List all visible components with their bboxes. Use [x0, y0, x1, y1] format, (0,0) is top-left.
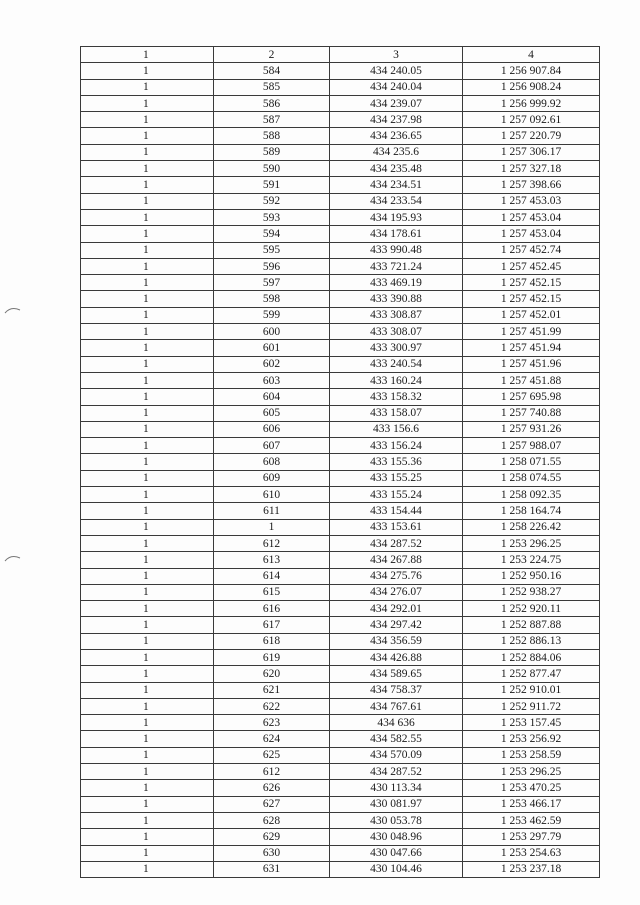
table-row: [81, 796, 600, 812]
table-cell: 434 287.52: [330, 535, 463, 551]
table-cell: 1 257 452.74: [463, 242, 600, 258]
table-cell: 433 156.24: [330, 438, 463, 454]
table-cell: 1: [81, 258, 214, 274]
table-cell: 434 234.51: [330, 177, 463, 193]
table-row: [81, 698, 600, 714]
table-row: [81, 356, 600, 372]
table-cell: 1 257 452.01: [463, 307, 600, 323]
table-cell: 1: [81, 780, 214, 796]
table-cell: 434 195.93: [330, 209, 463, 225]
table-cell: 433 160.24: [330, 372, 463, 388]
table-cell: 1: [81, 128, 214, 144]
table-cell: 433 390.88: [330, 291, 463, 307]
table-cell: 1: [81, 812, 214, 828]
table-row: [81, 79, 600, 95]
table-cell: 1 257 453.04: [463, 209, 600, 225]
table-row: [81, 454, 600, 470]
table-cell: 1 257 453.03: [463, 193, 600, 209]
table-cell: 589: [214, 144, 330, 160]
table-cell: 631: [214, 861, 330, 877]
table-cell: 590: [214, 161, 330, 177]
table-row: [81, 568, 600, 584]
table-cell: 1: [81, 617, 214, 633]
table-cell: 1 253 258.59: [463, 747, 600, 763]
table-cell: 1 252 877.47: [463, 666, 600, 682]
table-cell: 434 237.98: [330, 112, 463, 128]
table-cell: 1: [81, 682, 214, 698]
table-cell: 434 758.37: [330, 682, 463, 698]
table-cell: 1: [81, 764, 214, 780]
table-cell: 596: [214, 258, 330, 274]
table-cell: 430 053.78: [330, 812, 463, 828]
table-cell: 617: [214, 617, 330, 633]
column-header: 1: [81, 47, 214, 63]
table-row: [81, 161, 600, 177]
table-row: [81, 405, 600, 421]
table-row: [81, 258, 600, 274]
table-row: [81, 861, 600, 877]
table-row: [81, 144, 600, 160]
table-cell: 605: [214, 405, 330, 421]
table-cell: 430 113.34: [330, 780, 463, 796]
table-cell: 434 275.76: [330, 568, 463, 584]
table-cell: 1: [81, 291, 214, 307]
table-body: [81, 63, 600, 878]
table-cell: 1 257 398.66: [463, 177, 600, 193]
table-cell: 595: [214, 242, 330, 258]
table-cell: 615: [214, 584, 330, 600]
table-cell: 1 257 327.18: [463, 161, 600, 177]
table-row: [81, 193, 600, 209]
table-cell: 585: [214, 79, 330, 95]
table-cell: 430 047.66: [330, 845, 463, 861]
table-row: [81, 324, 600, 340]
table-cell: 1 258 092.35: [463, 487, 600, 503]
table-cell: 1: [81, 161, 214, 177]
table-cell: 1 253 462.59: [463, 812, 600, 828]
table-row: [81, 242, 600, 258]
table-cell: 584: [214, 63, 330, 79]
table-row: [81, 617, 600, 633]
table-cell: 608: [214, 454, 330, 470]
table-cell: 434 235.48: [330, 161, 463, 177]
table-cell: 433 469.19: [330, 275, 463, 291]
table-cell: 1: [81, 552, 214, 568]
table-cell: 433 153.61: [330, 519, 463, 535]
table-row: [81, 421, 600, 437]
table-cell: 1: [81, 226, 214, 242]
table-cell: 1: [81, 633, 214, 649]
table-cell: 1 258 074.55: [463, 470, 600, 486]
table-cell: 1 257 740.88: [463, 405, 600, 421]
table-cell: 602: [214, 356, 330, 372]
table-cell: 1 257 452.15: [463, 291, 600, 307]
table-cell: 624: [214, 731, 330, 747]
table-cell: 1 253 296.25: [463, 535, 600, 551]
table-cell: 1: [81, 454, 214, 470]
table-cell: 434 267.88: [330, 552, 463, 568]
table-cell: 433 155.36: [330, 454, 463, 470]
table-cell: 433 158.32: [330, 389, 463, 405]
table-cell: 434 636: [330, 715, 463, 731]
table-cell: 1: [81, 324, 214, 340]
table-cell: 621: [214, 682, 330, 698]
coordinates-table: [80, 46, 600, 878]
table-row: [81, 95, 600, 111]
table-cell: 1: [81, 845, 214, 861]
table-cell: 434 767.61: [330, 698, 463, 714]
table-row: [81, 747, 600, 763]
table-cell: 1: [81, 356, 214, 372]
table-row: [81, 519, 600, 535]
table-cell: 625: [214, 747, 330, 763]
table-cell: 433 990.48: [330, 242, 463, 258]
table-cell: 1: [81, 503, 214, 519]
table-cell: 593: [214, 209, 330, 225]
table-cell: 594: [214, 226, 330, 242]
table-cell: 609: [214, 470, 330, 486]
table-cell: 1: [81, 242, 214, 258]
table-cell: 434 292.01: [330, 601, 463, 617]
table-cell: 599: [214, 307, 330, 323]
table-cell: 1: [81, 209, 214, 225]
table-cell: 1: [81, 275, 214, 291]
header-row: [81, 47, 600, 63]
table-cell: 603: [214, 372, 330, 388]
table-cell: 1: [81, 666, 214, 682]
table-cell: 630: [214, 845, 330, 861]
table-cell: 434 589.65: [330, 666, 463, 682]
table-row: [81, 780, 600, 796]
table-cell: 606: [214, 421, 330, 437]
table-cell: 1: [81, 177, 214, 193]
table-cell: 592: [214, 193, 330, 209]
table-row: [81, 177, 600, 193]
table-cell: 1: [81, 731, 214, 747]
table-row: [81, 845, 600, 861]
table-cell: 1 257 452.15: [463, 275, 600, 291]
table-cell: 1: [81, 584, 214, 600]
table-row: [81, 291, 600, 307]
table-cell: 1 258 226.42: [463, 519, 600, 535]
table-cell: 1: [81, 112, 214, 128]
table-row: [81, 503, 600, 519]
table-cell: 1 256 907.84: [463, 63, 600, 79]
table-row: [81, 715, 600, 731]
table-row: [81, 372, 600, 388]
table-cell: 433 308.07: [330, 324, 463, 340]
table-cell: 587: [214, 112, 330, 128]
table-cell: 616: [214, 601, 330, 617]
table-cell: 611: [214, 503, 330, 519]
table-cell: 1: [81, 649, 214, 665]
table-cell: 600: [214, 324, 330, 340]
table-cell: 1 253 297.79: [463, 829, 600, 845]
table-cell: 433 155.24: [330, 487, 463, 503]
table-cell: 434 236.65: [330, 128, 463, 144]
table-cell: 1 253 470.25: [463, 780, 600, 796]
table-cell: 434 426.88: [330, 649, 463, 665]
table-cell: 1: [81, 421, 214, 437]
table-cell: 613: [214, 552, 330, 568]
table-cell: 1: [81, 63, 214, 79]
table-row: [81, 128, 600, 144]
table-cell: 1: [81, 568, 214, 584]
table-cell: 1: [81, 698, 214, 714]
table-cell: 434 287.52: [330, 764, 463, 780]
table-cell: 1 257 453.04: [463, 226, 600, 242]
table-cell: 1 257 451.88: [463, 372, 600, 388]
table-cell: 1 257 092.61: [463, 112, 600, 128]
table-cell: 1 253 256.92: [463, 731, 600, 747]
table-cell: 1: [81, 519, 214, 535]
table-cell: 434 356.59: [330, 633, 463, 649]
table-row: [81, 552, 600, 568]
table-cell: 1: [81, 389, 214, 405]
table-cell: 591: [214, 177, 330, 193]
table-cell: 1: [214, 519, 330, 535]
table-cell: 1 257 220.79: [463, 128, 600, 144]
table-cell: 1 257 451.99: [463, 324, 600, 340]
table-cell: 1: [81, 487, 214, 503]
table-cell: 618: [214, 633, 330, 649]
column-header: 3: [330, 47, 463, 63]
table-cell: 1 252 920.11: [463, 601, 600, 617]
table-cell: 1 257 988.07: [463, 438, 600, 454]
table-cell: 430 104.46: [330, 861, 463, 877]
table-cell: 1 252 886.13: [463, 633, 600, 649]
table-cell: 1: [81, 438, 214, 454]
table-cell: 1 252 910.01: [463, 682, 600, 698]
table-row: [81, 682, 600, 698]
table-cell: 1 257 451.94: [463, 340, 600, 356]
column-header: 4: [463, 47, 600, 63]
table-row: [81, 601, 600, 617]
table-cell: 1 252 938.27: [463, 584, 600, 600]
table-cell: 1 257 931.26: [463, 421, 600, 437]
table-cell: 1: [81, 535, 214, 551]
table-cell: 1: [81, 470, 214, 486]
table-cell: 433 156.6: [330, 421, 463, 437]
table-cell: 1: [81, 715, 214, 731]
table-cell: 597: [214, 275, 330, 291]
table-cell: 1 252 887.88: [463, 617, 600, 633]
table-cell: 610: [214, 487, 330, 503]
table-cell: 612: [214, 764, 330, 780]
table-cell: 598: [214, 291, 330, 307]
table-cell: 1: [81, 747, 214, 763]
table-row: [81, 438, 600, 454]
table-cell: 433 308.87: [330, 307, 463, 323]
table-cell: 1 252 950.16: [463, 568, 600, 584]
column-header: 2: [214, 47, 330, 63]
table-cell: 1: [81, 144, 214, 160]
table-cell: 1 253 224.75: [463, 552, 600, 568]
table-cell: 1 256 999.92: [463, 95, 600, 111]
table-cell: 629: [214, 829, 330, 845]
table-cell: 434 235.6: [330, 144, 463, 160]
table-cell: 1 258 164.74: [463, 503, 600, 519]
table-cell: 434 570.09: [330, 747, 463, 763]
table-cell: 1: [81, 340, 214, 356]
table-cell: 1: [81, 79, 214, 95]
table-cell: 614: [214, 568, 330, 584]
table-cell: 1: [81, 95, 214, 111]
table-cell: 433 240.54: [330, 356, 463, 372]
table-cell: 1: [81, 405, 214, 421]
table-cell: 1 253 466.17: [463, 796, 600, 812]
table-cell: 434 582.55: [330, 731, 463, 747]
table-cell: 434 178.61: [330, 226, 463, 242]
table-row: [81, 63, 600, 79]
table-cell: 619: [214, 649, 330, 665]
table-cell: 628: [214, 812, 330, 828]
table-cell: 1 256 908.24: [463, 79, 600, 95]
table-cell: 1 252 884.06: [463, 649, 600, 665]
table-row: [81, 470, 600, 486]
table-cell: 623: [214, 715, 330, 731]
table-row: [81, 389, 600, 405]
table-row: [81, 340, 600, 356]
table-row: [81, 226, 600, 242]
table-cell: 1 253 237.18: [463, 861, 600, 877]
table-cell: 1: [81, 193, 214, 209]
table-cell: 607: [214, 438, 330, 454]
table-row: [81, 731, 600, 747]
table-cell: 601: [214, 340, 330, 356]
table-cell: 604: [214, 389, 330, 405]
pencil-mark: [4, 553, 22, 563]
table-row: [81, 535, 600, 551]
table-cell: 586: [214, 95, 330, 111]
table-row: [81, 764, 600, 780]
table-cell: 626: [214, 780, 330, 796]
table-row: [81, 633, 600, 649]
table-row: [81, 487, 600, 503]
table-cell: 627: [214, 796, 330, 812]
table-cell: 434 240.05: [330, 63, 463, 79]
table-row: [81, 812, 600, 828]
table-cell: 430 081.97: [330, 796, 463, 812]
table-cell: 433 154.44: [330, 503, 463, 519]
table-row: [81, 275, 600, 291]
table-row: [81, 112, 600, 128]
table-row: [81, 209, 600, 225]
table-cell: 433 721.24: [330, 258, 463, 274]
table-cell: 612: [214, 535, 330, 551]
table-cell: 1 252 911.72: [463, 698, 600, 714]
table-row: [81, 649, 600, 665]
table-cell: 1: [81, 829, 214, 845]
table-cell: 1: [81, 601, 214, 617]
table-cell: 620: [214, 666, 330, 682]
table-row: [81, 829, 600, 845]
table-cell: 433 155.25: [330, 470, 463, 486]
table-cell: 1 253 254.63: [463, 845, 600, 861]
table-cell: 1 257 451.96: [463, 356, 600, 372]
table-cell: 1: [81, 861, 214, 877]
table-cell: 1 257 306.17: [463, 144, 600, 160]
table-cell: 588: [214, 128, 330, 144]
pencil-mark: [4, 305, 22, 315]
table-cell: 1 257 452.45: [463, 258, 600, 274]
table-cell: 434 297.42: [330, 617, 463, 633]
table-cell: 1 253 296.25: [463, 764, 600, 780]
table-cell: 434 233.54: [330, 193, 463, 209]
table-cell: 1: [81, 796, 214, 812]
table-cell: 1 257 695.98: [463, 389, 600, 405]
table-cell: 1 258 071.55: [463, 454, 600, 470]
table-cell: 434 240.04: [330, 79, 463, 95]
table-cell: 433 300.97: [330, 340, 463, 356]
table-cell: 622: [214, 698, 330, 714]
table-cell: 434 276.07: [330, 584, 463, 600]
table-cell: 434 239.07: [330, 95, 463, 111]
table-cell: 1 253 157.45: [463, 715, 600, 731]
table-row: [81, 666, 600, 682]
table-cell: 1: [81, 307, 214, 323]
table-row: [81, 584, 600, 600]
table-cell: 430 048.96: [330, 829, 463, 845]
table-cell: 1: [81, 372, 214, 388]
table-cell: 433 158.07: [330, 405, 463, 421]
table-row: [81, 307, 600, 323]
